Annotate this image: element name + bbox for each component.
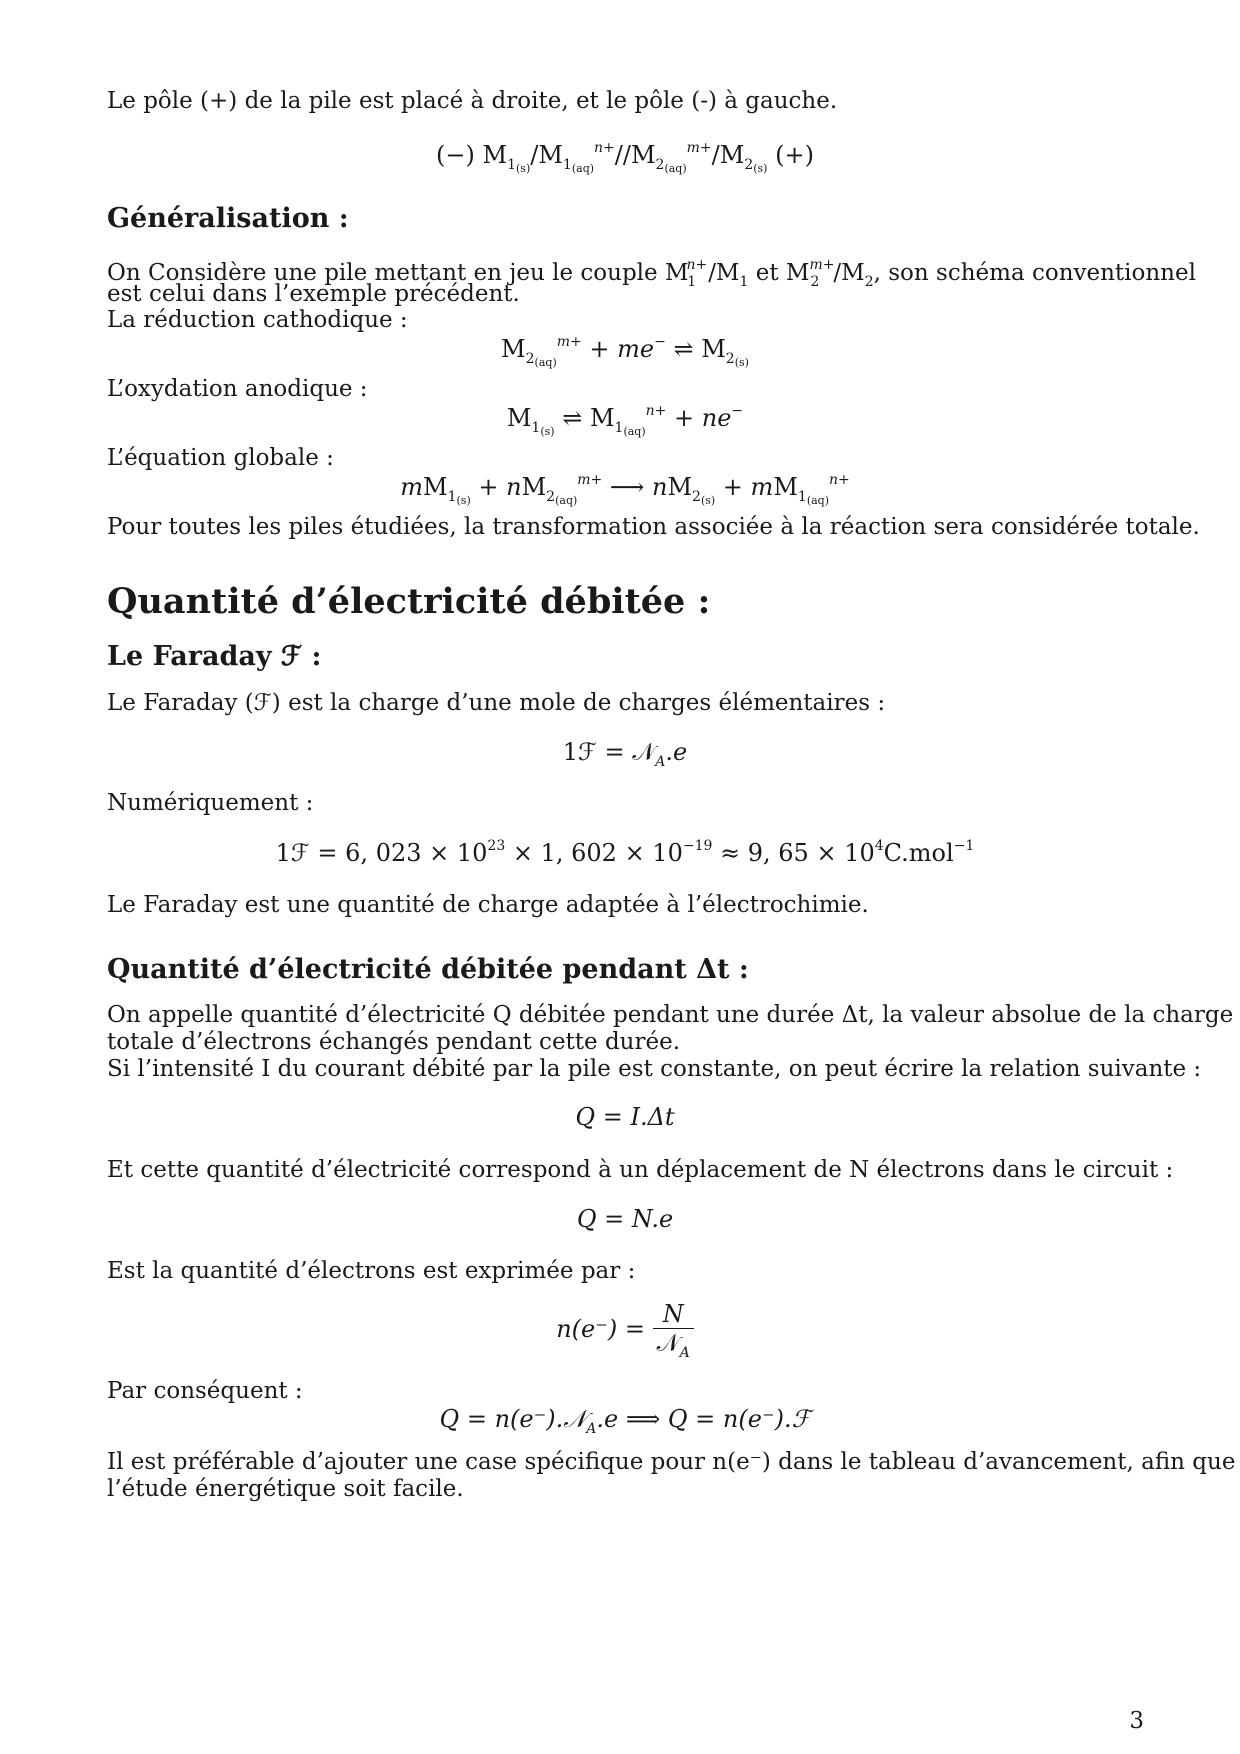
conclusion-text: Pour toutes les piles étudiées, la transformation associée à la réaction sera considérée totale. xyxy=(107,514,1200,540)
faraday-remark: Le Faraday est une quantité de charge adaptée à l’électrochimie. xyxy=(107,892,869,918)
oxydation-equation: $M_{1_{(s)}}$ ⇌ $M_{1_{(aq)}}^{n+} + ne^-$ xyxy=(506,403,744,438)
section-heading: Quantité d’électricité débitée : xyxy=(107,581,711,622)
numeriquement-label: Numériquement : xyxy=(107,790,314,816)
quantite-heading: Quantité d’électricité débitée pendant Δt : xyxy=(107,954,749,985)
quantite-text-line3: Si l’intensité I du courant débité par la pile est constante, on peut écrire la relation suivante : xyxy=(107,1056,1202,1082)
charge-electrons-equation: Q = N.e xyxy=(576,1205,674,1233)
faraday-numeric-equation: 1ℱ = 6, $023 \times 10^{23} \times 1$, $602 \times 10^{-19} \approx 9$, $65 \times 10^4C.mol^{-1}$ xyxy=(275,838,975,867)
quantite-text-line2: totale d’électrons échangés pendant cette durée. xyxy=(107,1029,681,1055)
page-number: 3 xyxy=(1129,1708,1144,1734)
faraday-equation: 1ℱ = 𝒩$_A$.e xyxy=(562,738,688,770)
quantite-text-line4: Et cette quantité d’électricité correspond à un déplacement de N électrons dans le circuit : xyxy=(107,1157,1174,1183)
quantite-text-line7: Il est préférable d’ajouter une case spécifique pour n(e⁻) dans le tableau d’avancement, afin que xyxy=(107,1449,1236,1475)
faraday-definition: Le Faraday (ℱ) est la charge d’une mole de charges élémentaires : xyxy=(107,690,886,716)
generalisation-text-line2: est celui dans l’exemple précédent. xyxy=(107,281,520,307)
fraction: $\frac{N}{𝒩_A}$ xyxy=(653,1300,694,1361)
charge-faraday-equation: Q = n(e⁻).𝒩$_A$.e ⟹ Q = n(e⁻).ℱ xyxy=(439,1405,811,1437)
electron-quantity-equation: n(e⁻) = $\frac{N}{𝒩_A}$ xyxy=(107,1300,1143,1361)
quantite-text-line6: Par conséquent : xyxy=(107,1378,303,1404)
generalisation-heading: Généralisation : xyxy=(107,203,349,234)
quantite-text-line8: l’étude énergétique soit facile. xyxy=(107,1476,464,1502)
reduction-label: La réduction cathodique : xyxy=(107,307,408,333)
reduction-equation: $M_{2_{(aq)}}^{m+} + me^-$ ⇌ $M_{2_{(s)}}$ xyxy=(501,334,749,369)
quantite-text-line1: On appelle quantité d’électricité Q débitée pendant une durée Δt, la valeur absolue de la charge xyxy=(107,1002,1234,1028)
intro-text: Le pôle (+) de la pile est placé à droite, et le pôle (-) à gauche. xyxy=(107,88,838,114)
cell-schema-equation: (−) $M_{1_{(s)}}/M_{1_{(aq)}}^{n+}//M_{2_{(aq)}}^{m+}/M_{2_{(s)}}$ (+) xyxy=(436,140,814,175)
charge-current-equation: Q = I.Δt xyxy=(575,1103,675,1131)
generalisation-text-line1: On Considère une pile mettant en jeu le couple $M^{n+}_1$ $/M_1$ et $M^{m+}_2$ $/M_2$, son schéma conventionnel xyxy=(107,257,1196,290)
quantite-text-line5: Est la quantité d’électrons est exprimée par : xyxy=(107,1258,636,1284)
faraday-heading: Le Faraday ℱ : xyxy=(107,641,322,672)
globale-label: L’équation globale : xyxy=(107,445,334,471)
oxydation-label: L’oxydation anodique : xyxy=(107,376,368,402)
global-equation: $mM_{1_{(s)}} + nM_{2_{(aq)}}^{m+}$ ⟶ $nM_{2_{(s)}} + mM_{1_{(aq)}}^{n+}$ xyxy=(400,472,850,507)
